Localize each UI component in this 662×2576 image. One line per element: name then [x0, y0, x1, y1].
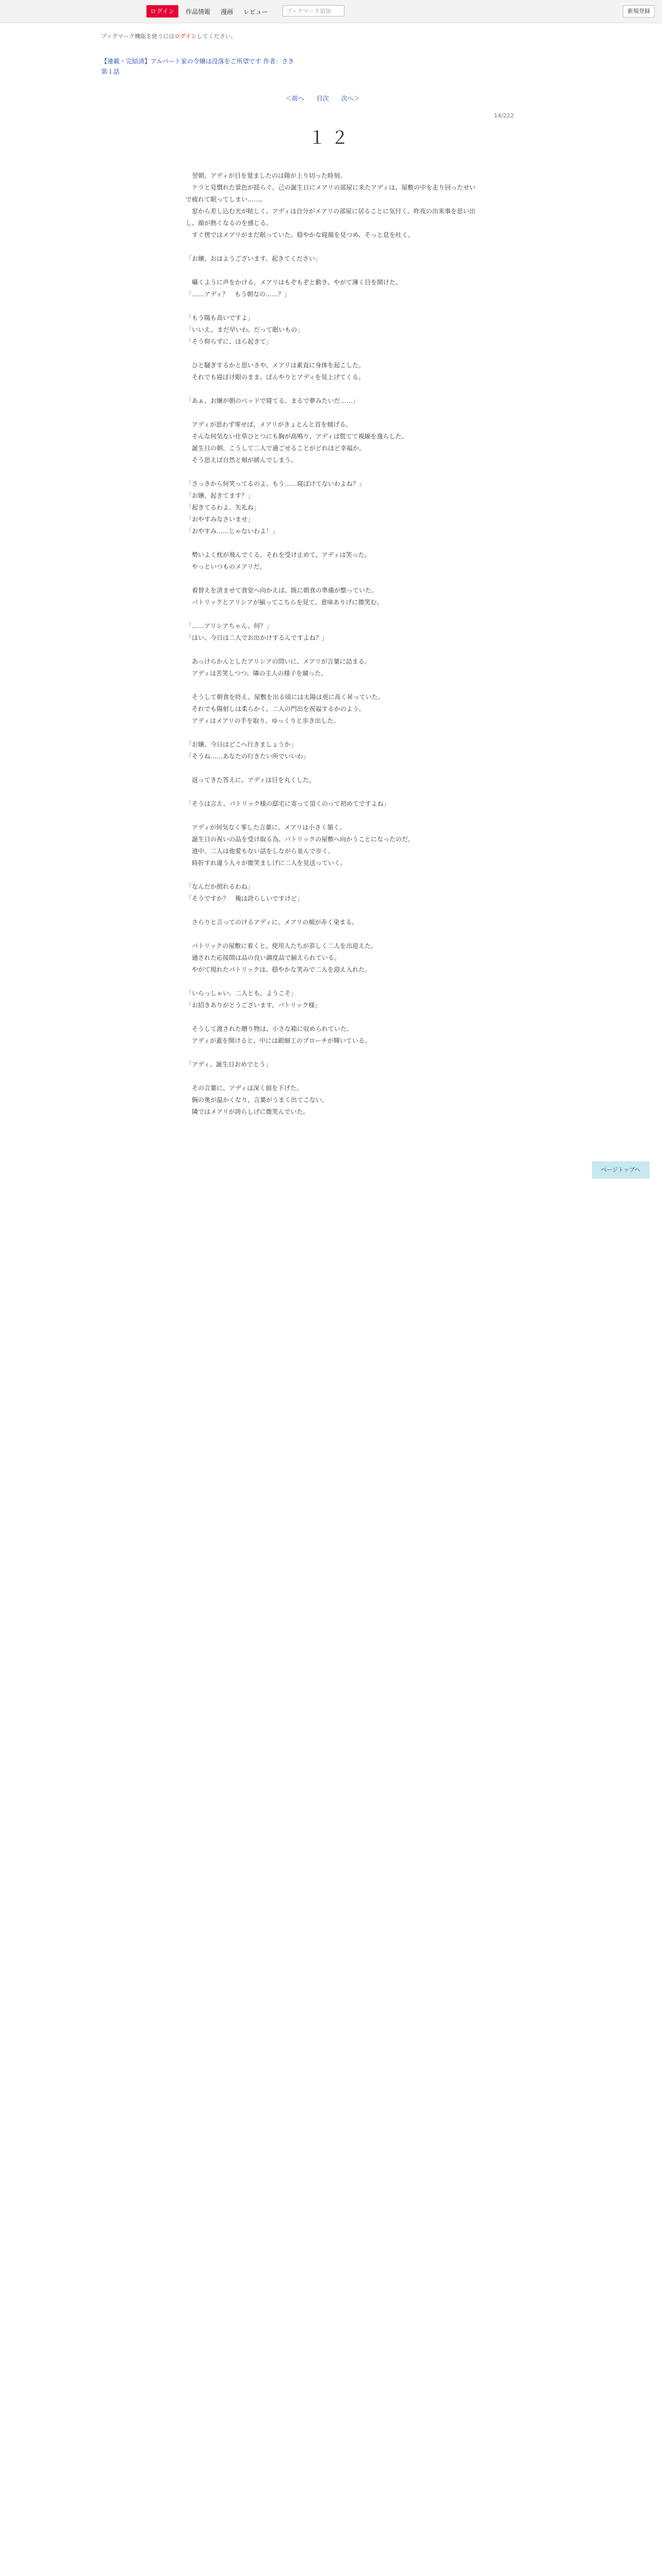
blank-line: [186, 644, 479, 656]
body-paragraph: さらりと言ってのけるアディに、メアリの頬が赤く染まる。: [186, 919, 358, 926]
bookmark-note-prefix: ブックマーク機能を使うには: [101, 33, 175, 40]
body-paragraph: アディはメアリの手を取り、ゆっくりと歩き出した。: [186, 717, 340, 724]
novel-body: [186, 170, 479, 1118]
body-paragraph: 「お招きありがとうございます、パトリック様」: [186, 1002, 321, 1009]
top-bar: [0, 0, 662, 23]
blank-line: [186, 928, 479, 940]
blank-line: [186, 727, 479, 739]
blank-line: [186, 1071, 479, 1082]
nav-item-manga[interactable]: 漫画: [221, 8, 234, 15]
body-paragraph: 「そうは言え、パトリック様の邸宅に寄って頂くのって初めてですよね」: [186, 800, 390, 807]
body-paragraph: アディが何気なく零した言葉に、メアリは小さく頷く。: [186, 824, 346, 831]
body-paragraph: アディが蓋を開けると、中には銀細工のブローチが輝いている。: [186, 1037, 371, 1044]
body-paragraph: 「お嬢、起きてます？」: [186, 492, 254, 499]
blank-line: [186, 786, 479, 798]
body-paragraph: アディは苦笑しつつ、隣の主人の様子を窺った。: [186, 670, 327, 677]
blank-line: [186, 407, 479, 419]
body-paragraph: 返ってきた答えに、アディは目を丸くした。: [186, 776, 316, 784]
blank-line: [186, 348, 479, 360]
body-paragraph: 道中、二人は他愛もない話をしながら並んで歩く。: [186, 848, 334, 855]
new-member-button[interactable]: 新規登録: [623, 5, 655, 18]
nav-item-review[interactable]: レビュー: [243, 8, 269, 15]
bookmark-note: [101, 32, 237, 40]
body-paragraph: 誕生日の祝いの品を受け取る為、パトリックの屋敷へ向かうことになったのだ。: [186, 836, 415, 843]
body-paragraph: そんな何気ない仕草ひとつにも胸が高鳴り、アディは慌てて視線を逸らした。: [186, 433, 408, 440]
body-paragraph: 窓から差し込む光が眩しく、アディは自分がメアリの部屋に居ることに気付く。昨夜の出来事を思い出し、顔が熱くなるのを感じる。: [186, 208, 476, 227]
body-paragraph: 「はい、今日は二人でお出かけするんですよね？」: [186, 634, 328, 641]
body-paragraph: 「起きてるわよ。失礼ね」: [186, 504, 260, 511]
blank-line: [186, 1011, 479, 1023]
body-paragraph: 「……アリシアちゃん、何？」: [186, 622, 273, 630]
body-paragraph: それでも陽射しは柔らかく、二人の門出を祝福するかのよう。: [186, 705, 365, 713]
body-paragraph: 「いらっしゃい。二人とも、ようこそ」: [186, 990, 297, 997]
body-paragraph: 胸の奥が温かくなり、言葉がうまく出てこない。: [186, 1096, 328, 1104]
body-paragraph: 翌朝、アディが目を覚ましたのは陽が上り切った時刻。: [186, 172, 346, 179]
body-paragraph: 通された応接間は品の良い調度品で揃えられている。: [186, 954, 341, 961]
body-paragraph: 「そう仰らずに、ほら起きて」: [186, 338, 273, 345]
nav-item-work-info[interactable]: 作品情報: [186, 8, 211, 15]
body-paragraph: ケラと見慣れた景色が揺らぐ。己の誕生日にメアリの部屋に来たアディは、屋敷の中を走り回ったせいで疲れて眠ってしまい……。: [186, 184, 476, 203]
body-paragraph: 着替えを済ませて食堂へ向かえば、既に朝食の準備が整っていた。: [186, 587, 378, 594]
body-paragraph: 囁くように声をかける。メアリはもぞもぞと動き、やがて薄く目を開けた。: [186, 279, 402, 286]
login-button[interactable]: ログイン: [146, 5, 178, 18]
bookmark-note-suffix: してください。: [196, 33, 237, 40]
body-paragraph: そう思えば自然と頬が緩んでしまう。: [186, 456, 297, 464]
body-paragraph: 「アディ、誕生日おめでとう」: [186, 1061, 272, 1068]
body-paragraph: 「おやすみ……じゃないわよ！」: [186, 528, 279, 535]
body-paragraph: すぐ傍ではメアリがまだ眠っていた。穏やかな寝顔を見つめ、そっと息を吐く。: [186, 231, 414, 239]
blank-line: [186, 976, 479, 988]
blank-line: [186, 300, 479, 312]
blank-line: [186, 1047, 479, 1059]
next-link[interactable]: 次へ＞: [341, 95, 360, 102]
episode-number: 第１話: [101, 68, 120, 75]
pager-top: [280, 94, 365, 103]
blank-line: [186, 265, 479, 277]
bookmark-add-field[interactable]: ブックマーク追加: [283, 5, 344, 16]
body-paragraph: 「そうですか？ 俺は誇らしいですけど」: [186, 895, 304, 902]
blank-line: [186, 905, 479, 917]
body-paragraph: 「そうね……あなたの行きたい所でいいわ」: [186, 753, 310, 760]
body-paragraph: やっといつものメアリだ。: [186, 563, 266, 570]
body-paragraph: 勢いよく枕が飛んでくる。それを受け止めて、アディは笑った。: [186, 551, 371, 558]
body-paragraph: 隣ではメアリが誇らしげに微笑んでいた。: [186, 1108, 309, 1115]
body-paragraph: パトリックとアリシアが揃ってこちらを見て、意味ありげに微笑む。: [186, 599, 383, 606]
body-paragraph: 「おやすみなさいませ」: [186, 516, 254, 523]
toc-link[interactable]: 目次: [316, 95, 329, 102]
series-title-link[interactable]: 【連載・完結済】アルバート家の令嬢は没落をご所望です 作者：さき: [101, 58, 294, 65]
blank-line: [186, 680, 479, 691]
body-paragraph: 時折すれ違う人々が微笑ましげに二人を見送っていく。: [186, 859, 346, 867]
body-paragraph: 「……アディ？ もう朝なの……？」: [186, 291, 291, 298]
blank-line: [186, 241, 479, 253]
blank-line: [186, 383, 479, 395]
blank-line: [186, 573, 479, 585]
body-paragraph: ひと騒ぎするかと思いきや、メアリは素直に身体を起こした。: [186, 362, 365, 369]
body-paragraph: 「もう陽も高いですよ」: [186, 314, 254, 321]
bookmark-note-login-link[interactable]: ログイン: [174, 33, 197, 40]
blank-line: [186, 869, 479, 881]
body-paragraph: 「あぁ、お嬢が朝のベッドで寝てる。まるで夢みたいだ……」: [186, 397, 359, 404]
body-paragraph: アディが思わず零せば、メアリがきょとんと首を傾げる。: [186, 421, 352, 428]
blank-line: [186, 537, 479, 549]
body-paragraph: 「さっきから何笑ってるのよ、もう……寝ぼけてないわよね？」: [186, 480, 366, 487]
body-paragraph: その言葉に、アディは深く頭を下げた。: [186, 1084, 303, 1092]
chapter-title: １２: [308, 128, 354, 148]
blank-line: [186, 810, 479, 822]
page-counter: 14/222: [494, 112, 514, 119]
prev-link[interactable]: ＜前へ: [286, 95, 305, 102]
body-paragraph: 「なんだか照れるわね」: [186, 883, 254, 890]
blank-line: [186, 762, 479, 774]
body-paragraph: そうして朝食を終え、屋敷を出る頃には太陽は更に高く昇っていた。: [186, 693, 384, 701]
body-paragraph: あっけらかんとしたアリシアの問いに、メアリが言葉に詰まる。: [186, 658, 371, 665]
body-paragraph: そうして渡された贈り物は、小さな箱に収められていた。: [186, 1025, 353, 1032]
body-paragraph: 「お嬢、今日はどこへ行きましょうか」: [186, 741, 297, 748]
body-paragraph: 「お嬢、おはようございます。起きてください」: [186, 255, 322, 262]
body-paragraph: 誕生日の朝、こうして二人で過ごせることがどれほど幸福か。: [186, 445, 366, 452]
body-paragraph: それでも寝ぼけ眼のまま、ぼんやりとアディを見上げてくる。: [186, 374, 365, 381]
blank-line: [186, 466, 479, 478]
body-paragraph: パトリックの屋敷に着くと、使用人たちが恭しく二人を出迎えた。: [186, 942, 377, 950]
body-paragraph: やがて現れたパトリックは、穏やかな笑みで二人を迎え入れた。: [186, 966, 371, 973]
blank-line: [186, 608, 479, 620]
body-paragraph: 「いいえ、まだ早いわ。だって眠いもの」: [186, 326, 304, 333]
page-top-button[interactable]: ページトップへ: [592, 1161, 650, 1179]
